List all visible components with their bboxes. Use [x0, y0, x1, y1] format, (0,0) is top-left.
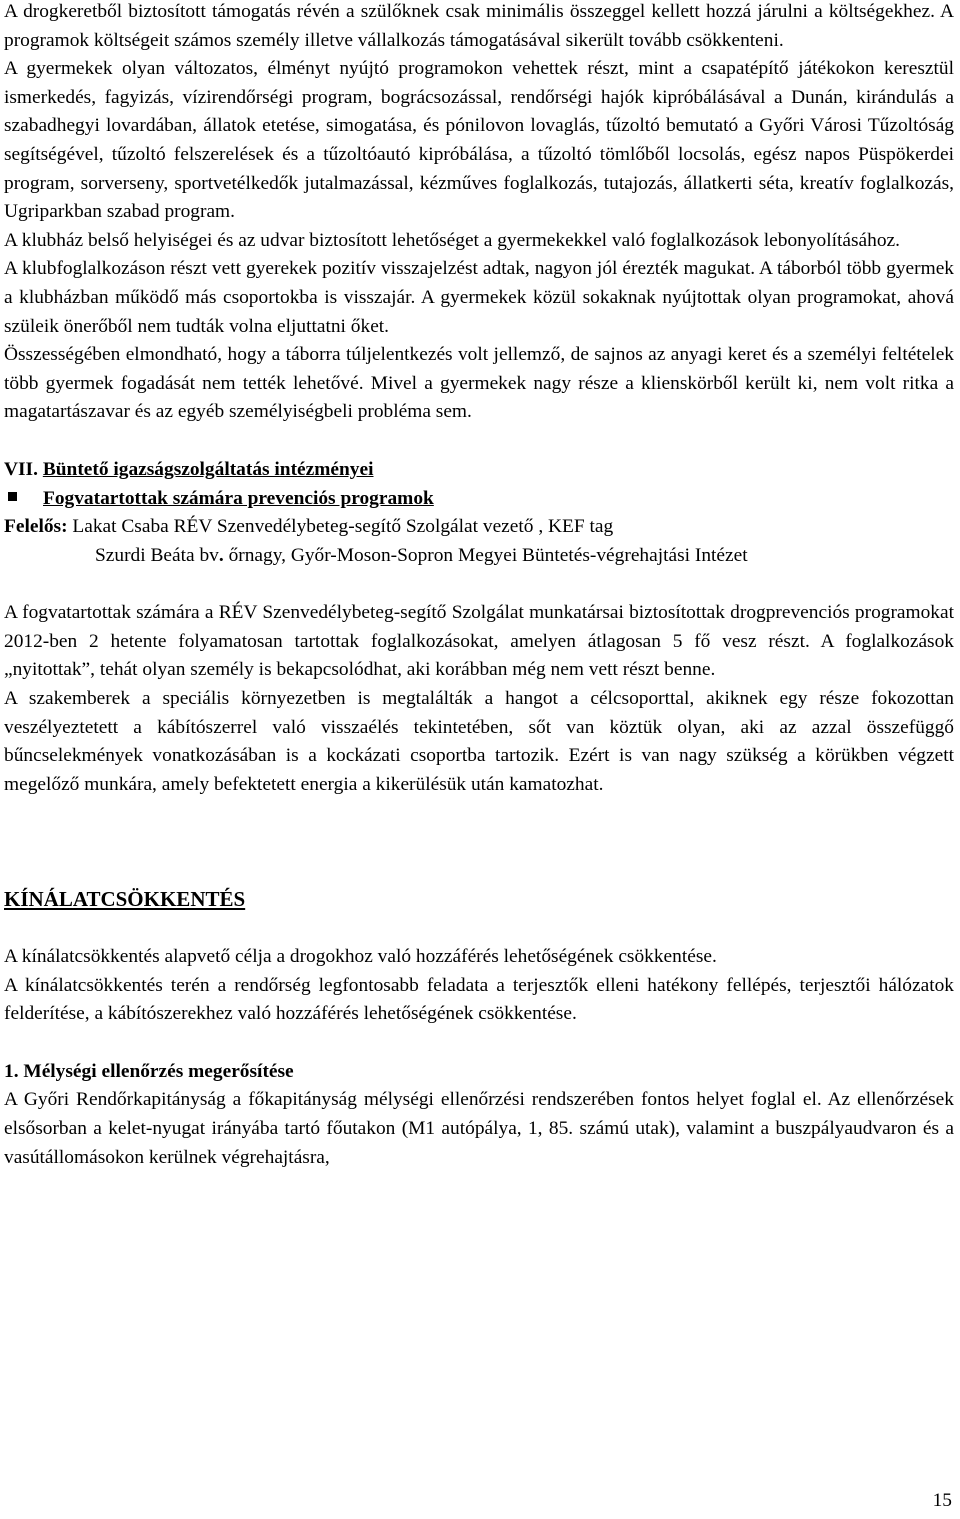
spacer [4, 799, 954, 885]
responsible-line-2 [4, 542, 954, 571]
spacer [4, 427, 954, 456]
subsection-title: 1. Mélységi ellenőrzés megerősítése [4, 1060, 294, 1082]
responsible-person-1: Lakat Csaba RÉV Szenvedélybeteg-segítő Szolgálat vezető , KEF tag [67, 516, 614, 538]
responsible-person-2: Szurdi Beáta bv [95, 544, 219, 566]
paragraph-programs: A gyermekek olyan változatos, élményt nyújtó programokon vehettek részt, mint a csapatépítő játékokon keresztül ismerkedés, fagyizás, vízirendőrségi program, bográcsozással, rendőrségi hajók kipróbálásával a Dunán, kirándulás a szabadhegyi lovardában, állatok etetése, simogatása, és pónilovon lovaglás, tűzoltó bemutató a Győri Városi Tűzoltóság segítségével, tűzoltó felszerelések és a tűzoltóautó kipróbálása, a tűzoltó tömlőből locsolás, egész napos Püspökerdei program, sorverseny, sportvetélkedők jutalmazással, kézműves foglalkozás, tutajozás, állatkerti séta, kreatív foglalkozás, Ugriparkban szabad program. [4, 58, 954, 223]
heading-supply-reduction: KÍNÁLATCSÖKKENTÉS [4, 887, 246, 912]
paragraph-supply-police: A kínálatcsökkentés terén a rendőrség legfontosabb feladata a terjesztők elleni hatékony fellépés, terjesztői hálózatok felderítése, a kábítószerekhez való hozzáférés lehetőségének csökkentése. [4, 974, 954, 1025]
paragraph-feedback: A klubfoglalkozáson részt vett gyerekek pozitív visszajelzést adtak, nagyon jól érezték magukat. A táborból több gyermek a klubházban működő más csoportokba is visszajár. A gyermekek közül sokaknak nyújtottak olyan programokat, ahová szüleik önerőből nem tudták volna eljuttatni őket. [4, 258, 954, 337]
page-number: 15 [932, 1490, 952, 1511]
section-title: Büntető igazságszolgáltatás intézményei [42, 458, 374, 480]
paragraph-specialists: A szakemberek a speciális környezetben is megtalálták a hangot a célcsoporttal, akiknek egy része fokozottan veszélyeztetett a kábítószerrel való visszaélés tekintetében, sőt van köztük olyan, aki az azzal összefüggő bűncselekmények vonatkozásában is a kockázati csoportba tartozik. Ezért is van nagy szükség a körükben végzett megelőző munkára, amely befektetett energia a kikerülésük után kamatozhat. [4, 688, 954, 795]
responsible-dot: . [218, 544, 224, 566]
paragraph-supply-goal: A kínálatcsökkentés alapvető célja a drogokhoz való hozzáférés lehetőségének csökkentése. [4, 946, 717, 968]
square-bullet-icon [8, 492, 17, 501]
bullet-text: Fogvatartottak számára prevenciós programok [43, 487, 434, 509]
paragraph-clubhouse: A klubház belső helyiségei és az udvar biztosított lehetőséget a gyermekekkel való foglalkozások lebonyolításához. [4, 229, 901, 251]
responsible-label: Felelős: [4, 516, 68, 538]
section-heading-vii [4, 456, 954, 485]
paragraph-summary: Összességében elmondható, hogy a táborra túljelentkezés volt jellemző, de sajnos az anyagi keret és a személyi feltételek több gyermek fogadását nem tették lehetővé. Mivel a gyermekek nagy része a klienskörből került ki, nem volt ritka a magatartászavar és az egyéb személyiségbeli probléma sem. [4, 344, 954, 423]
spacer [4, 914, 954, 943]
bullet-item [4, 485, 954, 514]
paragraph-funding: A drogkeretből biztosított támogatás révén a szülőknek csak minimális összeggel kellett hozzá járulni a költségekhez. A programok költségeit számos személy illetve vállalkozás támogatásával sikerült tovább csökkenteni. [4, 1, 954, 51]
section-number: VII. [4, 458, 38, 480]
document-page [4, 0, 954, 1172]
spacer [4, 570, 954, 599]
paragraph-prison-programs: A fogvatartottak számára a RÉV Szenvedélybeteg-segítő Szolgálat munkatársai biztosítottak drogprevenciós programokat 2012-ben 2 hetente folyamatosan tartottak foglalkozásokat, amelyen átlagosan 5 fő vesz részt. A foglalkozások „nyitottak”, tehát olyan személy is bekapcsolódhat, aki korábban még nem vett részt benne. [4, 602, 954, 681]
responsible-person-2-rank: őrnagy, Győr-Moson-Sopron Megyei Büntetés-végrehajtási Intézet [223, 544, 748, 566]
responsible-line-1 [4, 513, 954, 542]
spacer [4, 1029, 954, 1058]
paragraph-depth-control: A Győri Rendőrkapitányság a főkapitányság mélységi ellenőrzési rendszerében fontos helyet foglal el. Az ellenőrzések elsősorban a kelet-nyugat irányába tartó főutakon (M1 autópálya, 1, 85. számú utak), valamint a buszpályaudvaron és a vasútállomásokon kerülnek végrehajtásra, [4, 1089, 954, 1168]
